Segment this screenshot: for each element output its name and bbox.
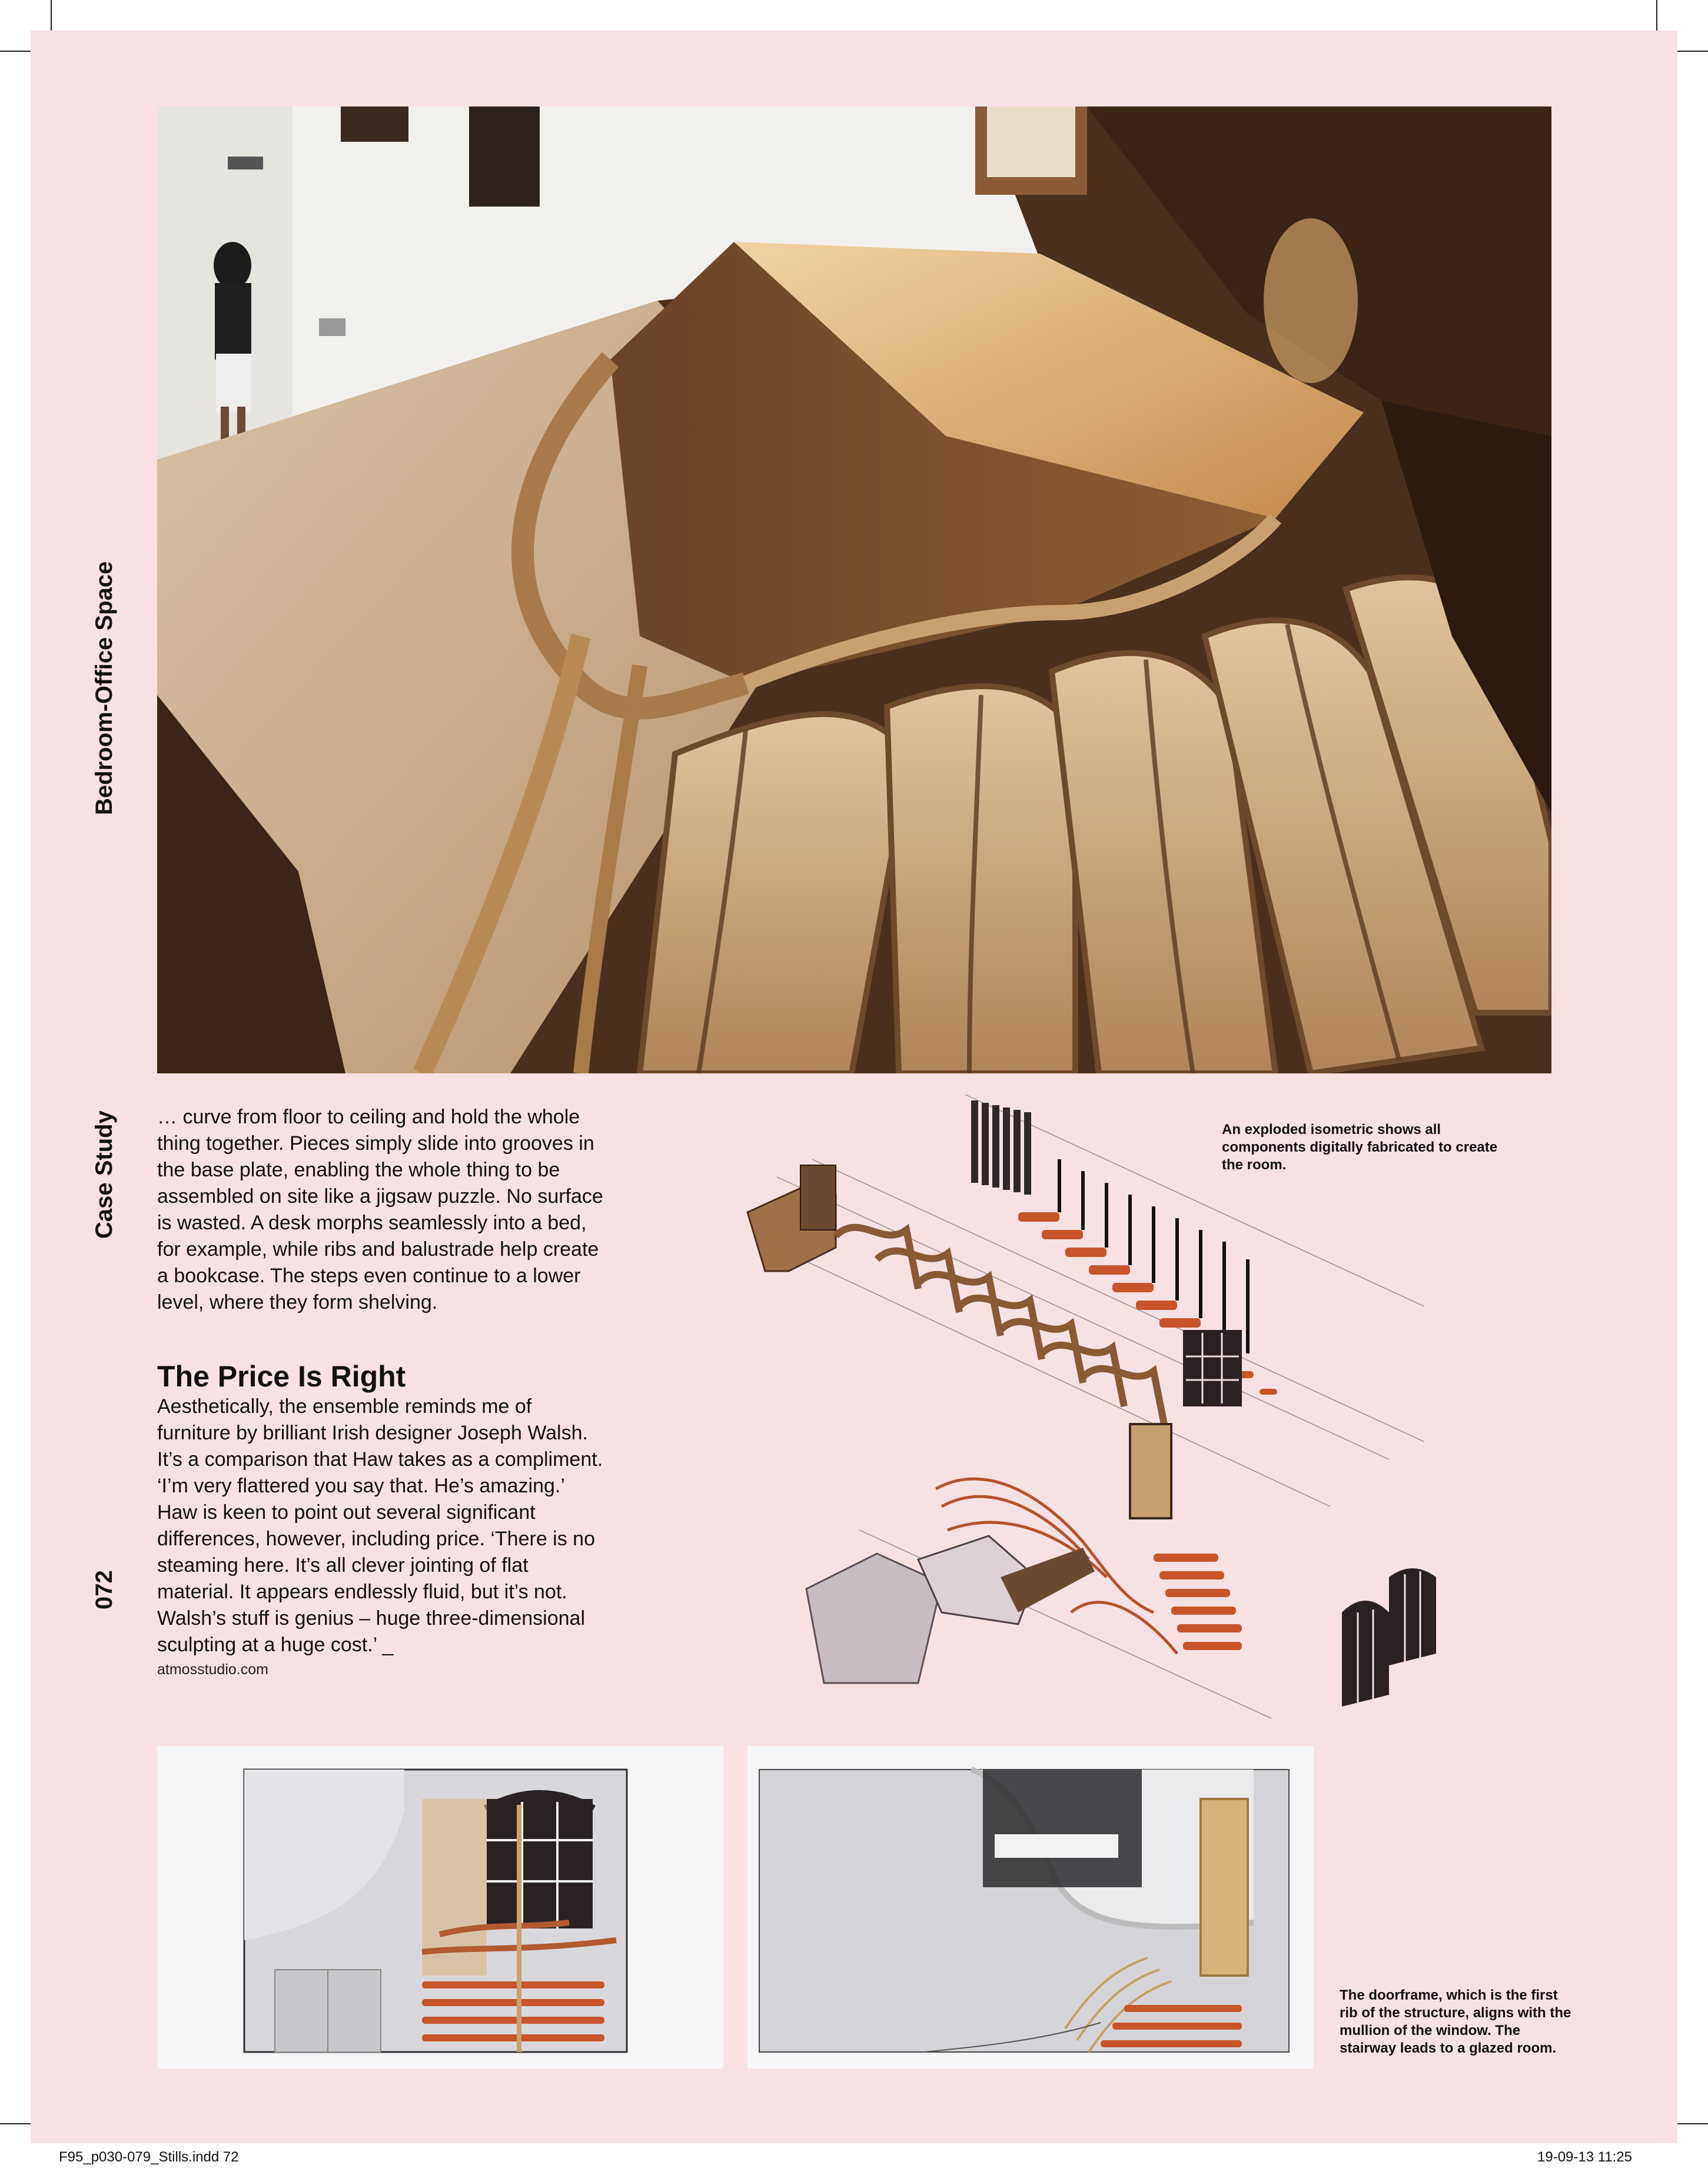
crop-mark	[0, 51, 31, 52]
article-paragraph-2	[157, 1394, 604, 1658]
crop-mark	[0, 2123, 31, 2124]
crop-mark	[51, 0, 52, 31]
section-heading: The Price Is Right	[157, 1360, 406, 1393]
crop-mark	[1677, 51, 1708, 52]
crop-mark	[1656, 0, 1657, 31]
page-number: 072	[91, 1570, 117, 1609]
exploded-isometric-diagram	[742, 1095, 1448, 1736]
paragraph-text: … curve from floor to ceiling and hold the whole thing together. Pieces simply slide into grooves in the base plate, enabling the whole thing to be assembled on site like a jigsaw puzzle. No surface is wasted. A desk morphs seamlessly into a bed, for example, while ribs and balustrade help create a bookcase. The steps even continue to a lower level, where they form shelving.	[157, 1106, 603, 1313]
isometric-caption: An exploded isometric shows all components digitally fabricated to create the room.	[1222, 1122, 1498, 1173]
file-slug: F95_p030-079_Stills.indd 72	[59, 2149, 239, 2165]
staircase-desk-photo	[157, 107, 1551, 1073]
category-label: Case Study	[91, 1110, 117, 1239]
article-paragraph-1	[157, 1104, 604, 1316]
crop-mark	[1677, 2123, 1708, 2124]
section-render-left	[157, 1746, 723, 2068]
doorframe-caption: The doorframe, which is the first rib of the structure, aligns with the mullion of the window. The stairway leads to a glazed room.	[1340, 1987, 1571, 2056]
section-render-right	[747, 1746, 1314, 2068]
studio-url[interactable]: atmosstudio.com	[157, 1661, 268, 1678]
section-label: Bedroom-Office Space	[91, 561, 117, 815]
date-slug: 19-09-13 11:25	[1537, 2149, 1633, 2165]
paragraph-text: Aesthetically, the ensemble reminds me of furniture by brilliant Irish designer Joseph Walsh. It’s a comparison that Haw takes as a compliment. ‘I’m very flattered you say that. He’s amazing.’ Haw is keen to point out several significant differences, however, including price. ‘There is no steaming here. It’s all clever jointing of flat material. It appears endlessly fluid, but it’s not. Walsh’s stuff is genius – huge three-dimensional sculpting at a huge cost.’ _	[157, 1395, 603, 1656]
